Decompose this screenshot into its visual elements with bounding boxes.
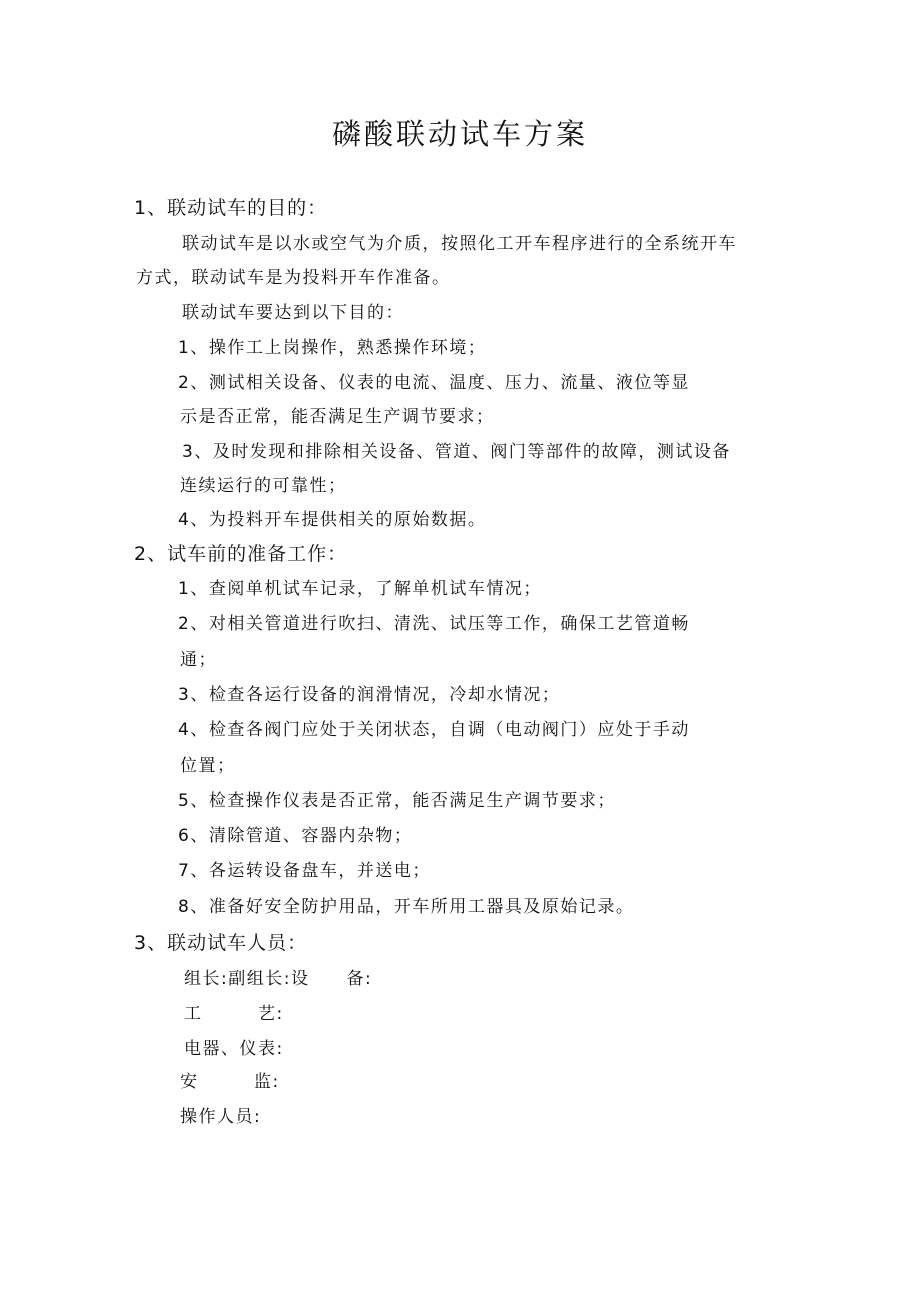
section-1-intro-line-2: 方式，联动试车是为投料开车作准备。: [136, 268, 451, 288]
section-2-item-2-line-1: 2、对相关管道进行吹扫、清洗、试压等工作，确保工艺管道畅: [178, 614, 690, 634]
section-1-item-3-line-1: 3、及时发现和排除相关设备、管道、阀门等部件的故障，测试设备: [182, 442, 731, 462]
section-2-item-5: 5、检查操作仪表是否正常，能否满足生产调节要求；: [178, 791, 616, 811]
section-1-item-4: 4、为投料开车提供相关的原始数据。: [178, 510, 487, 530]
section-1-intro-line-1: 联动试车是以水或空气为介质，按照化工开车程序进行的全系统开车: [182, 234, 737, 254]
section-3-heading: 3、联动试车人员：: [134, 932, 308, 954]
section-2-item-8: 8、准备好安全防护用品，开车所用工器具及原始记录。: [178, 897, 635, 917]
section-2-item-7: 7、各运转设备盘车，并送电；: [178, 861, 431, 881]
personnel-row-process: 工 艺:: [184, 1004, 284, 1024]
section-2-item-2-line-2: 通；: [180, 650, 217, 670]
section-1-item-3-line-2: 连续运行的可靠性；: [180, 476, 347, 496]
section-1-item-2-line-2: 示是否正常，能否满足生产调节要求；: [180, 407, 495, 427]
personnel-row-operators: 操作人员:: [180, 1107, 262, 1127]
personnel-row-safety: 安 监:: [180, 1072, 280, 1092]
section-1-goal-lead: 联动试车要达到以下目的：: [182, 303, 404, 323]
section-1-item-2-line-1: 2、测试相关设备、仪表的电流、温度、压力、流量、液位等显: [178, 373, 690, 393]
section-2-item-4-line-1: 4、检查各阀门应处于关闭状态，自调（电动阀门）应处于手动: [178, 720, 690, 740]
section-1-item-1: 1、操作工上岗操作，熟悉操作环境；: [178, 338, 487, 358]
section-2-item-6: 6、清除管道、容器内杂物；: [178, 826, 413, 846]
section-2-item-3: 3、检查各运行设备的润滑情况，冷却水情况；: [178, 685, 561, 705]
personnel-row-electrical: 电器、仪表:: [184, 1039, 284, 1059]
section-2-item-1: 1、查阅单机试车记录，了解单机试车情况；: [178, 579, 542, 599]
section-1-heading: 1、联动试车的目的：: [134, 197, 328, 219]
section-2-item-4-line-2: 位置；: [180, 756, 236, 776]
section-2-heading: 2、试车前的准备工作：: [134, 543, 348, 565]
personnel-row-leaders: 组长:副组长:设 备:: [184, 969, 373, 989]
document-title: 磷酸联动试车方案: [331, 117, 588, 151]
